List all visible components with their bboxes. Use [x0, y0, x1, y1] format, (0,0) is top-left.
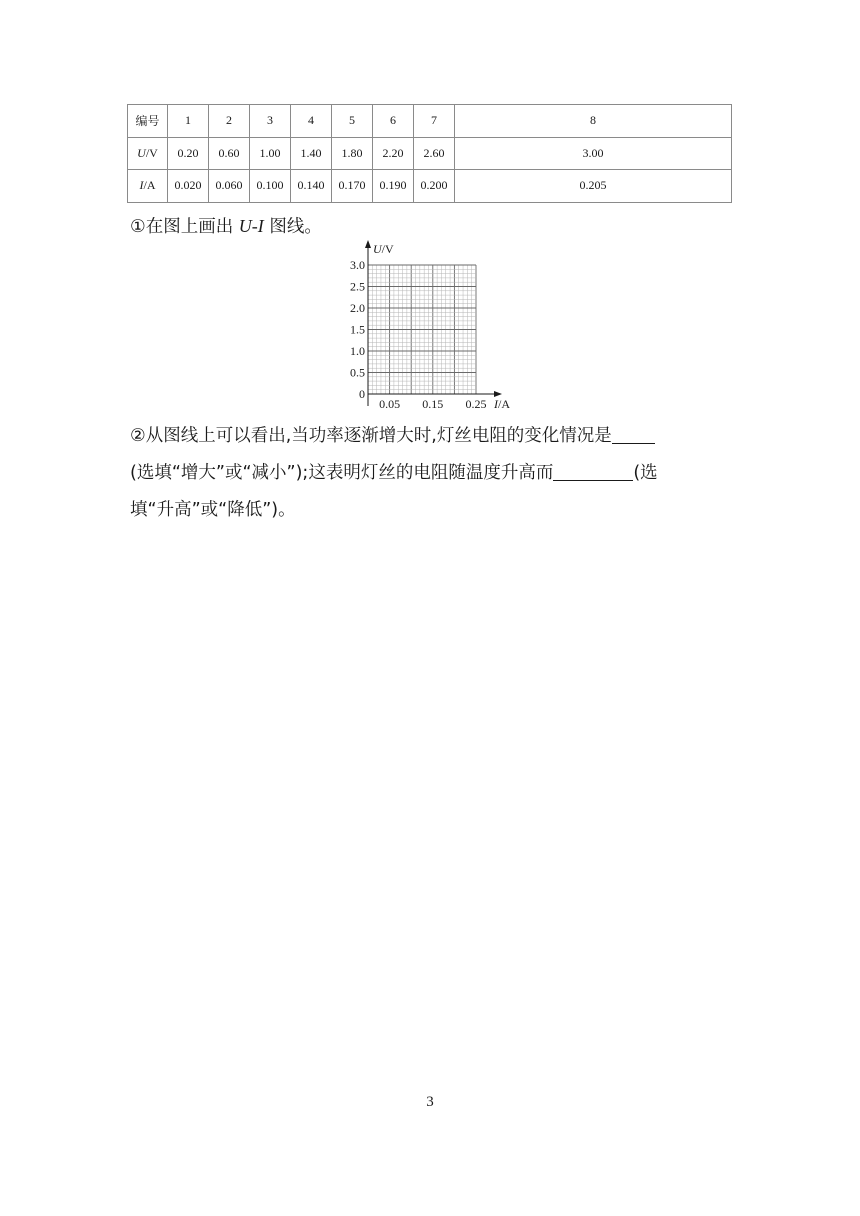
table-cell: 8 — [455, 105, 732, 138]
y-tick-labels — [350, 258, 365, 401]
table-cell: 0.020 — [168, 170, 209, 203]
table-cell: 2.60 — [414, 137, 455, 170]
table-cell: 4 — [291, 105, 332, 138]
x-tick-labels — [379, 397, 486, 411]
question-1 — [130, 208, 322, 245]
table-cell: 1 — [168, 105, 209, 138]
q2-line2-tail: (选 — [633, 463, 658, 483]
table-cell: 1.00 — [250, 137, 291, 170]
q2-line1-text: ②从图线上可以看出,当功率逐渐增大时,灯丝电阻的变化情况是 — [130, 426, 612, 446]
y-axis-label: U/V — [373, 242, 394, 256]
table-cell: 0.140 — [291, 170, 332, 203]
table-cell: 1.80 — [332, 137, 373, 170]
data-table — [127, 104, 732, 203]
x-tick-label: 0.25 — [465, 397, 487, 411]
current-symbol: I — [139, 178, 144, 193]
row-header-voltage — [128, 137, 168, 170]
table-cell: 0.100 — [250, 170, 291, 203]
q2-line3-text: 填“升高”或“降低”)。 — [130, 500, 296, 520]
question-2-line-3 — [130, 492, 296, 528]
y-tick-label: 2.0 — [350, 301, 365, 315]
q2-line2-text: (选填“增大”或“减小”);这表明灯丝的电阻随温度升高而 — [130, 463, 554, 483]
current-unit: /A — [143, 178, 156, 193]
voltage-symbol: U — [137, 145, 146, 160]
table-cell: 6 — [373, 105, 414, 138]
row-header-number: 编号 — [128, 105, 168, 138]
answer-blank-1[interactable] — [612, 425, 655, 444]
q1-suffix: 图线。 — [263, 217, 322, 237]
x-tick-label: 0.05 — [379, 397, 401, 411]
table-cell: 0.190 — [373, 170, 414, 203]
table-row-number — [128, 105, 732, 138]
question-2-line-1 — [130, 418, 655, 454]
x-tick-label: 0.15 — [422, 397, 444, 411]
y-tick-label: 1.0 — [350, 344, 365, 358]
answer-blank-2[interactable] — [553, 462, 633, 481]
y-tick-label: 0 — [359, 387, 365, 401]
table-cell: 3 — [250, 105, 291, 138]
y-tick-label: 2.5 — [350, 279, 365, 294]
y-tick-label: 0.5 — [350, 365, 365, 380]
table-cell: 1.40 — [291, 137, 332, 170]
page-number: 3 — [426, 1094, 434, 1110]
grid — [368, 265, 476, 394]
row-header-current — [128, 170, 168, 203]
y-axis-arrow — [365, 240, 371, 248]
table-cell: 0.205 — [455, 170, 732, 203]
table-cell: 0.060 — [209, 170, 250, 203]
table-cell: 3.00 — [455, 137, 732, 170]
q1-ui-symbol: U-I — [238, 216, 264, 236]
question-2-line-2 — [130, 455, 658, 491]
x-axis-label: I/A — [494, 397, 510, 411]
y-tick-label: 1.5 — [350, 322, 365, 337]
table-cell: 0.200 — [414, 170, 455, 203]
table-row-current — [128, 170, 732, 203]
table-cell: 0.60 — [209, 137, 250, 170]
q1-prefix: ①在图上画出 — [130, 217, 239, 237]
table-cell: 0.170 — [332, 170, 373, 203]
voltage-unit: /V — [145, 145, 158, 160]
table-cell: 7 — [414, 105, 455, 138]
y-tick-label: 3.0 — [350, 258, 365, 272]
table-cell: 0.20 — [168, 137, 209, 170]
table-cell: 2 — [209, 105, 250, 138]
table-cell: 5 — [332, 105, 373, 138]
table-row-voltage — [128, 137, 732, 170]
ui-graph-paper — [330, 238, 520, 416]
table-cell: 2.20 — [373, 137, 414, 170]
